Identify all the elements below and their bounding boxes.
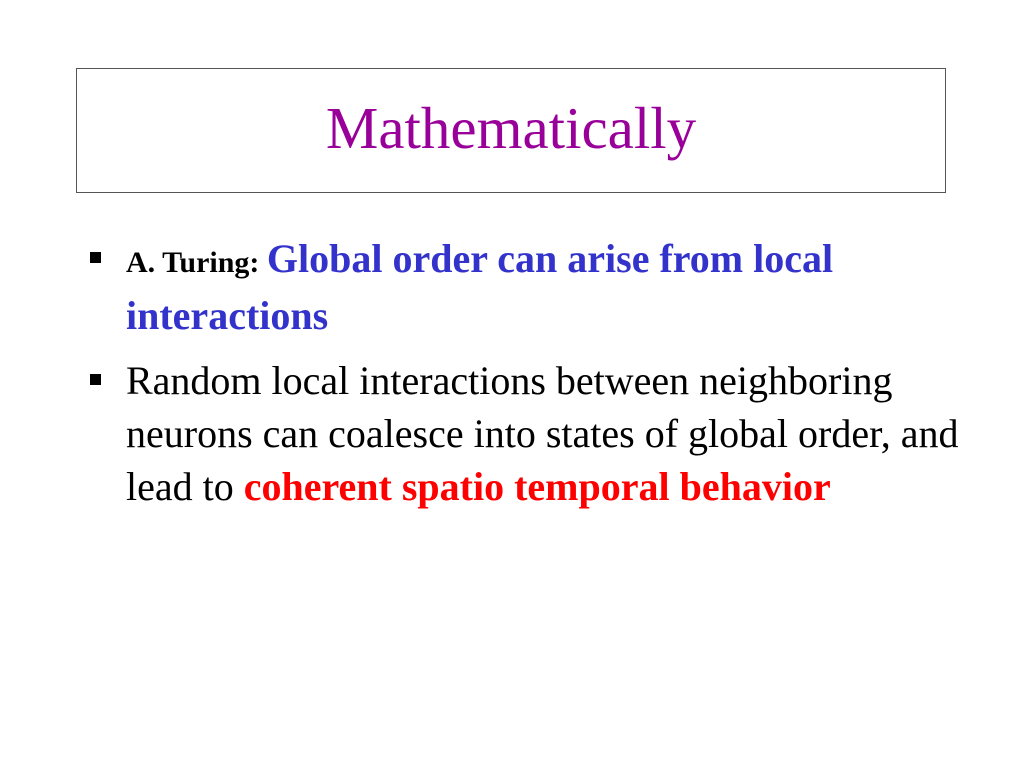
title-box [76,68,946,193]
bullet-emphasis: Global order can arise from local interactions [126,236,834,338]
bullet-emphasis: coherent spatio temporal behavior [243,464,831,509]
slide-title: Mathematically [325,95,697,161]
square-bullet-icon [90,252,101,263]
bullet-text: Random local interactions between neighboring neurons can coalesce into states of global order, and lead to [126,358,959,509]
bullet-item-interactions [86,354,966,513]
bullet-label: A. Turing: [126,246,267,279]
bullet-list [86,232,966,525]
bullet-item-turing [86,232,966,342]
square-bullet-icon [90,374,101,385]
